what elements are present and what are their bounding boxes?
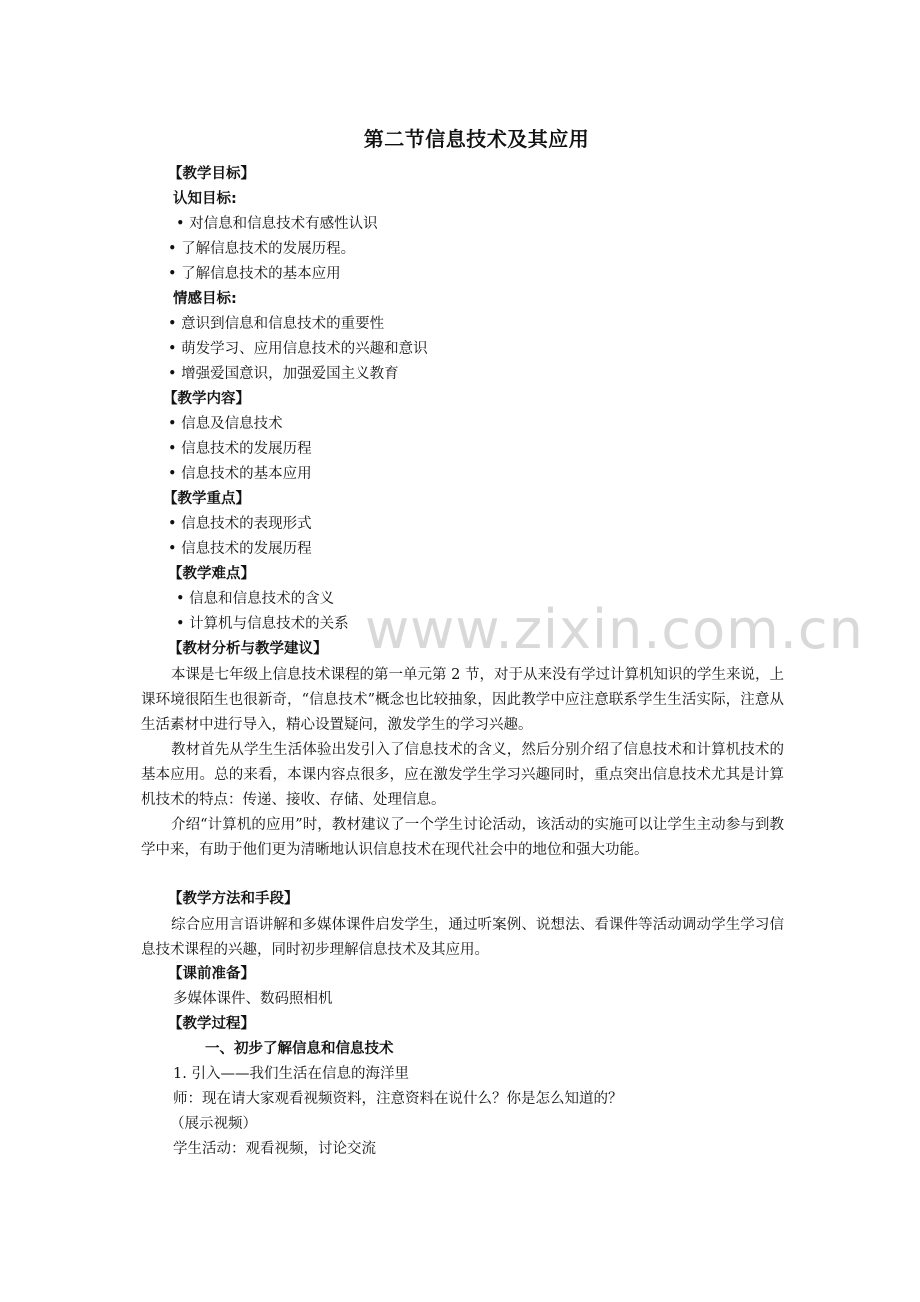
list-item: • 信息和信息技术的含义 — [176, 591, 335, 607]
analysis-paragraph: 本课是七年级上信息技术课程的第一单元第 2 节，对于从来没有学过计算机知识的学生来说，上课环境很陌生也很新奇，“信息技术”概念也比较抽象，因此教学中应注意联系学生生活实际，注意从生活素材中进行导入，精心设置疑问，激发学生的学习兴趣。 — [141, 667, 784, 733]
list-item: • 信息技术的基本应用 — [168, 466, 312, 482]
objectives-heading: 【教学目标】 — [168, 166, 255, 182]
analysis-paragraph: 介绍“计算机的应用”时，教材建议了一个学生讨论活动，该活动的实施可以让学生主动参与到教学中来，有助于他们更为清晰地认识信息技术在现代社会中的地位和强大功能。 — [141, 817, 784, 858]
list-item: • 计算机与信息技术的关系 — [176, 616, 349, 632]
list-item: • 了解信息技术的发展历程。 — [168, 241, 356, 257]
key-points-heading: 【教学重点】 — [163, 491, 250, 507]
difficulties-heading: 【教学难点】 — [168, 566, 255, 582]
list-item: • 对信息和信息技术有感性认识 — [176, 216, 378, 232]
process-heading: 【教学过程】 — [168, 1016, 255, 1032]
process-line: （展示视频） — [170, 1116, 257, 1132]
page-title: 第二节信息技术及其应用 — [363, 127, 590, 151]
cognitive-heading: 认知目标: — [173, 191, 237, 207]
list-item: • 意识到信息和信息技术的重要性 — [168, 316, 385, 332]
watermark-text: www.zixin.com.cn — [365, 598, 864, 661]
preparation-heading: 【课前准备】 — [168, 966, 255, 982]
methods-heading: 【教学方法和手段】 — [168, 891, 299, 907]
affective-heading: 情感目标: — [173, 291, 237, 307]
list-item: • 信息及信息技术 — [168, 416, 283, 432]
process-subheading: 一、初步了解信息和信息技术 — [205, 1041, 394, 1057]
list-item: • 增强爱国意识，加强爱国主义教育 — [168, 366, 399, 382]
list-item: • 信息技术的发展历程 — [168, 541, 312, 557]
list-item: • 信息技术的发展历程 — [168, 441, 312, 457]
list-item: • 萌发学习、应用信息技术的兴趣和意识 — [168, 341, 428, 357]
process-line: 1. 引入——我们生活在信息的海洋里 — [173, 1066, 409, 1082]
analysis-heading: 【教材分析与教学建议】 — [168, 641, 328, 657]
preparation-text: 多媒体课件、数码照相机 — [173, 991, 333, 1007]
methods-paragraph: 综合应用言语讲解和多媒体课件启发学生，通过听案例、说想法、看课件等活动调动学生学习信息技术课程的兴趣，同时初步理解信息技术及其应用。 — [141, 917, 784, 958]
analysis-paragraph: 教材首先从学生生活体验出发引入了信息技术的含义，然后分别介绍了信息技术和计算机技术的基本应用。总的来看，本课内容点很多，应在激发学生学习兴趣同时，重点突出信息技术尤其是计算机技术的特点：传递、接收、存储、处理信息。 — [141, 742, 784, 808]
process-line: 师：现在请大家观看视频资料，注意资料在说什么？你是怎么知道的？ — [173, 1091, 623, 1107]
content-heading: 【教学内容】 — [163, 391, 250, 407]
list-item: • 了解信息技术的基本应用 — [168, 266, 341, 282]
process-line: 学生活动：观看视频，讨论交流 — [173, 1141, 376, 1157]
list-item: • 信息技术的表现形式 — [168, 516, 312, 532]
